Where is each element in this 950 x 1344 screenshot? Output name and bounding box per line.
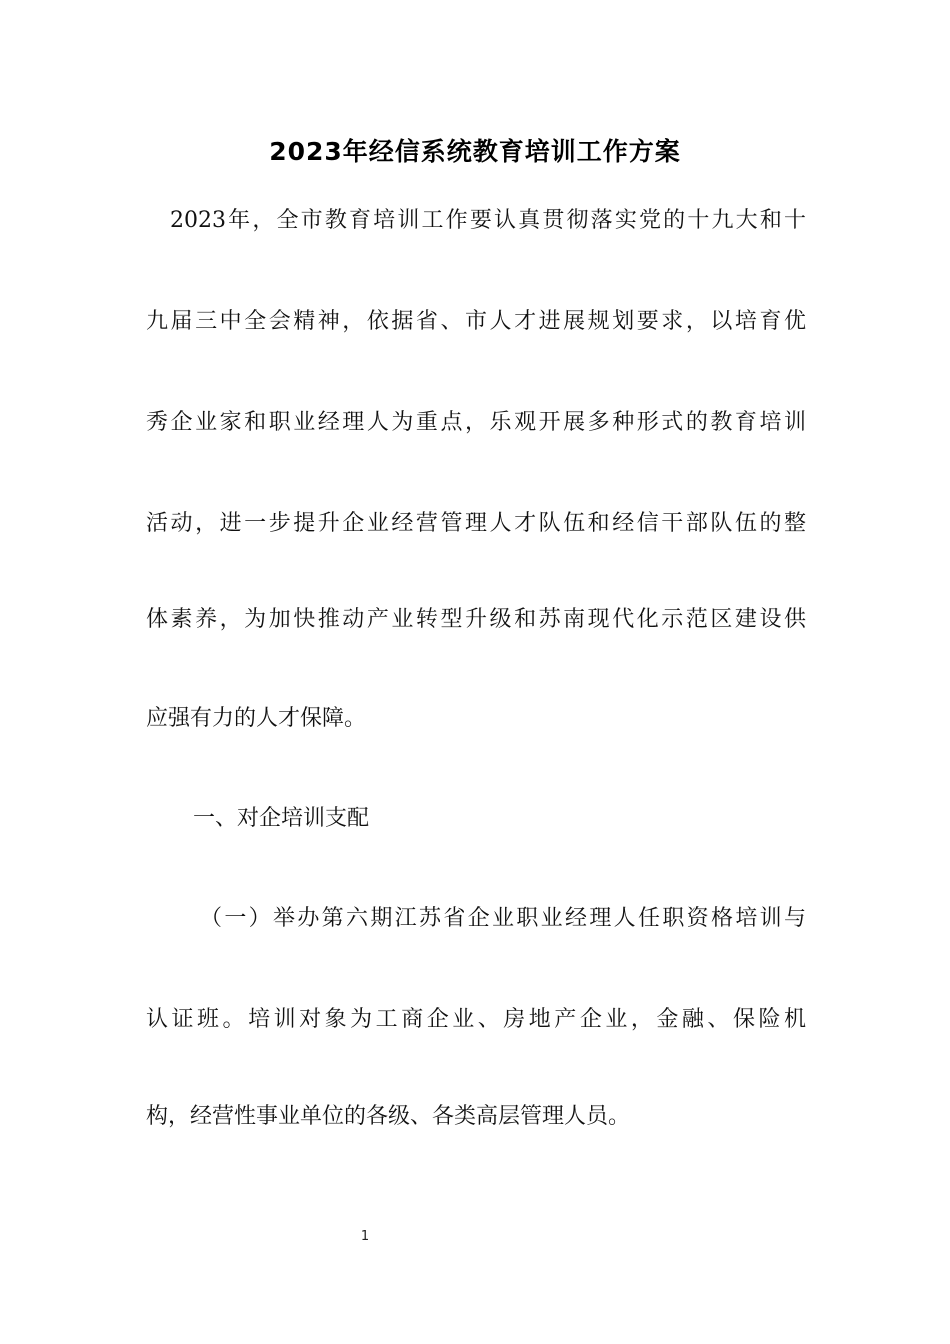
paragraph-line: 2023年，全市教育培训工作要认真贯彻落实党的十九大和十 — [170, 208, 806, 233]
paragraph-line: 秀企业家和职业经理人为重点，乐观开展多种形式的教育培训 — [146, 410, 806, 435]
paragraph-line: 活动，进一步提升企业经营管理人才队伍和经信干部队伍的整 — [146, 511, 806, 536]
document-title: 2023年经信系统教育培训工作方案 — [269, 137, 681, 166]
page-number: 1 — [360, 1229, 370, 1244]
paragraph-line: 认证班。培训对象为工商企业、房地产企业，金融、保险机 — [146, 1007, 806, 1032]
paragraph-line: 九届三中全会精神，依据省、市人才进展规划要求，以培育优 — [146, 309, 806, 334]
paragraph-line: 应强有力的人才保障。 — [146, 706, 367, 731]
paragraph-line: （一）举办第六期江苏省企业职业经理人任职资格培训与 — [200, 906, 806, 931]
paragraph-line: 构，经营性事业单位的各级、各类高层管理人员。 — [146, 1104, 631, 1129]
section-heading: 一、对企培训支配 — [193, 806, 370, 831]
paragraph-line: 体素养，为加快推动产业转型升级和苏南现代化示范区建设供 — [146, 607, 806, 632]
